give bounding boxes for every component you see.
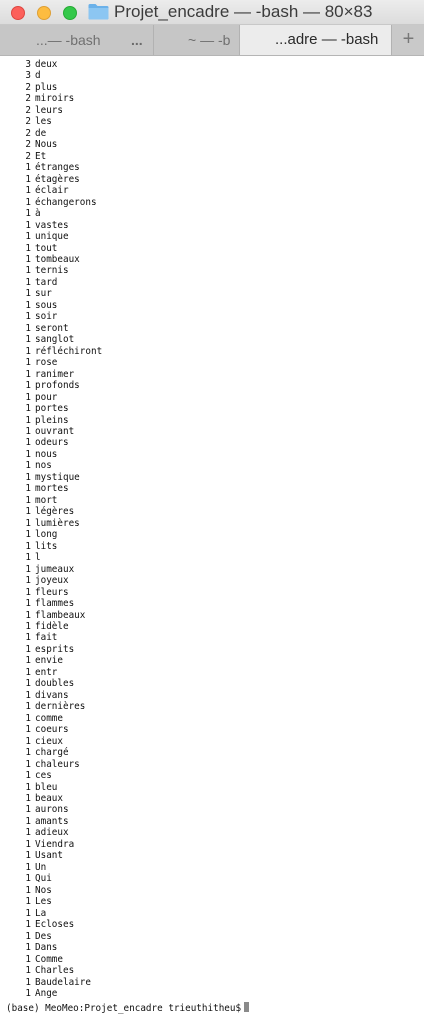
word-count: 1 xyxy=(25,403,31,415)
word: long xyxy=(35,529,58,541)
output-line xyxy=(6,265,102,276)
word: vastes xyxy=(35,219,69,231)
output-line xyxy=(6,208,102,219)
output-line xyxy=(6,415,102,426)
output-line xyxy=(6,449,102,460)
word: Dans xyxy=(35,942,58,954)
output-line xyxy=(6,690,102,701)
word-count: 1 xyxy=(25,620,31,632)
word: fait xyxy=(35,632,58,644)
tab-label: ...— -bash xyxy=(36,32,101,48)
word-count: 1 xyxy=(25,712,31,724)
output-line xyxy=(6,277,102,288)
output-line xyxy=(6,139,102,150)
close-window-button[interactable] xyxy=(11,6,25,20)
word-count: 1 xyxy=(25,701,31,713)
output-line xyxy=(6,70,102,81)
word-count: 1 xyxy=(25,563,31,575)
word-count: 1 xyxy=(25,919,31,931)
output-line xyxy=(6,564,102,575)
tab-label: ~ — -b xyxy=(188,32,231,48)
word-count: 1 xyxy=(25,380,31,392)
word: dernières xyxy=(35,701,86,713)
output-line xyxy=(6,804,102,815)
word: fidèle xyxy=(35,620,69,632)
word-count: 1 xyxy=(25,288,31,300)
output-line xyxy=(6,380,102,391)
word-count: 1 xyxy=(25,850,31,862)
output-line xyxy=(6,483,102,494)
word: Un xyxy=(35,861,47,873)
word: divans xyxy=(35,689,69,701)
word-count: 2 xyxy=(25,81,31,93)
word: sur xyxy=(35,288,52,300)
output-line xyxy=(6,965,102,976)
word: ces xyxy=(35,770,52,782)
word-count: 1 xyxy=(25,827,31,839)
word-count: 1 xyxy=(25,770,31,782)
output-line xyxy=(6,873,102,884)
word-count: 1 xyxy=(25,242,31,254)
output-line xyxy=(6,357,102,368)
output-line xyxy=(6,587,102,598)
word: étranges xyxy=(35,162,80,174)
output-line xyxy=(6,369,102,380)
terminal-output[interactable] xyxy=(0,56,424,1022)
output-line xyxy=(6,850,102,861)
word: adieux xyxy=(35,827,69,839)
word-count: 1 xyxy=(25,483,31,495)
word: nous xyxy=(35,448,58,460)
word: mortes xyxy=(35,483,69,495)
word: pour xyxy=(35,391,58,403)
word-count: 1 xyxy=(25,448,31,460)
output-line xyxy=(6,506,102,517)
word-count: 1 xyxy=(25,873,31,885)
word-count: 1 xyxy=(25,838,31,850)
output-line xyxy=(6,839,102,850)
output-line xyxy=(6,770,102,781)
word: coeurs xyxy=(35,724,69,736)
tab-home-bash[interactable] xyxy=(154,25,240,55)
word: doubles xyxy=(35,678,75,690)
word-count: 1 xyxy=(25,357,31,369)
word: Ecloses xyxy=(35,919,75,931)
output-line xyxy=(6,426,102,437)
word-count: 1 xyxy=(25,517,31,529)
output-line xyxy=(6,288,102,299)
tab-overflow-indicator: ... xyxy=(131,32,143,48)
word-count: 1 xyxy=(25,976,31,988)
word: les xyxy=(35,116,52,128)
output-line xyxy=(6,736,102,747)
word: de xyxy=(35,127,47,139)
word-count: 1 xyxy=(25,322,31,334)
word: Qui xyxy=(35,873,52,885)
word: esprits xyxy=(35,643,75,655)
output-line xyxy=(6,632,102,643)
word-count: 1 xyxy=(25,884,31,896)
word-count: 2 xyxy=(25,104,31,116)
output-line xyxy=(6,644,102,655)
word: bleu xyxy=(35,781,58,793)
word-count: 1 xyxy=(25,930,31,942)
word: envie xyxy=(35,655,63,667)
word: étagères xyxy=(35,173,80,185)
output-line xyxy=(6,197,102,208)
word: odeurs xyxy=(35,437,69,449)
word-count: 1 xyxy=(25,942,31,954)
word: Des xyxy=(35,930,52,942)
output-line xyxy=(6,82,102,93)
word-count: 1 xyxy=(25,793,31,804)
output-line xyxy=(6,942,102,953)
word-count: 2 xyxy=(25,139,31,151)
word: légères xyxy=(35,506,75,518)
word-count: 1 xyxy=(25,781,31,793)
output-line xyxy=(6,954,102,965)
word-count: 1 xyxy=(25,815,31,827)
word-count: 1 xyxy=(25,643,31,655)
word-count: 1 xyxy=(25,460,31,472)
output-line xyxy=(6,541,102,552)
word: d xyxy=(35,70,41,82)
word-count: 1 xyxy=(25,678,31,690)
output-line xyxy=(6,162,102,173)
word: unique xyxy=(35,231,69,243)
output-line xyxy=(6,472,102,483)
output-line xyxy=(6,116,102,127)
word-count: 1 xyxy=(25,253,31,265)
word: Et xyxy=(35,150,47,162)
word-count: 1 xyxy=(25,299,31,311)
word-count: 1 xyxy=(25,265,31,277)
output-line xyxy=(6,896,102,907)
output-line xyxy=(6,552,102,563)
output-line xyxy=(6,782,102,793)
title-bar[interactable] xyxy=(0,0,424,25)
word: seront xyxy=(35,322,69,334)
word: miroirs xyxy=(35,93,75,105)
output-line xyxy=(6,713,102,724)
word: Baudelaire xyxy=(35,976,91,988)
word-count: 1 xyxy=(25,506,31,518)
output-line xyxy=(6,529,102,540)
word: sous xyxy=(35,299,58,311)
word-count: 1 xyxy=(25,231,31,243)
word: échangerons xyxy=(35,196,97,208)
word: mort xyxy=(35,494,58,506)
minimize-window-button[interactable] xyxy=(37,6,51,20)
tab-bar xyxy=(0,25,424,56)
word-count: 1 xyxy=(25,368,31,380)
output-line xyxy=(6,575,102,586)
word-count: 1 xyxy=(25,666,31,678)
output-line xyxy=(6,747,102,758)
text-cursor xyxy=(244,1002,249,1012)
word: Nous xyxy=(35,139,58,151)
output-line xyxy=(6,610,102,621)
word-count: 1 xyxy=(25,185,31,197)
new-tab-button[interactable]: + xyxy=(393,25,424,55)
word-count: 1 xyxy=(25,540,31,552)
output-line xyxy=(6,346,102,357)
word-count: 1 xyxy=(25,208,31,220)
word-count: 1 xyxy=(25,598,31,610)
word: Les xyxy=(35,896,52,908)
output-line xyxy=(6,460,102,471)
output-line xyxy=(6,759,102,770)
output-line xyxy=(6,518,102,529)
word: comme xyxy=(35,712,63,724)
output-line xyxy=(6,598,102,609)
word-count: 1 xyxy=(25,196,31,208)
word-count: 2 xyxy=(25,116,31,128)
word: mystique xyxy=(35,471,80,483)
output-line xyxy=(6,334,102,345)
word-count: 2 xyxy=(25,150,31,162)
output-line xyxy=(6,988,102,999)
word: Usant xyxy=(35,850,63,862)
word: lits xyxy=(35,540,58,552)
word: chargé xyxy=(35,747,69,759)
word-count: 1 xyxy=(25,987,31,999)
word: Nos xyxy=(35,884,52,896)
word-count: 1 xyxy=(25,494,31,506)
output-line xyxy=(6,185,102,196)
output-line xyxy=(6,977,102,988)
word-count: 1 xyxy=(25,311,31,323)
output-line xyxy=(6,128,102,139)
output-line xyxy=(6,793,102,804)
word-count: 1 xyxy=(25,334,31,346)
word-count: 1 xyxy=(25,437,31,449)
word-count: 2 xyxy=(25,127,31,139)
word: amants xyxy=(35,815,69,827)
output-line xyxy=(6,724,102,735)
word: portes xyxy=(35,403,69,415)
output-line xyxy=(6,621,102,632)
word: pleins xyxy=(35,414,69,426)
word-count: 1 xyxy=(25,414,31,426)
word: flambeaux xyxy=(35,609,86,621)
word-count: 1 xyxy=(25,173,31,185)
word: à xyxy=(35,208,41,220)
word: Viendra xyxy=(35,838,75,850)
word-count: 1 xyxy=(25,689,31,701)
tab-label: ...adre — -bash xyxy=(275,31,379,48)
word: sanglot xyxy=(35,334,75,346)
word-count: 1 xyxy=(25,735,31,747)
word: Ange xyxy=(35,987,58,999)
word-count: 1 xyxy=(25,552,31,564)
word: aurons xyxy=(35,804,69,816)
word: nos xyxy=(35,460,52,472)
word: fleurs xyxy=(35,586,69,598)
output-line xyxy=(6,93,102,104)
word-count: 1 xyxy=(25,724,31,736)
word: ranimer xyxy=(35,368,75,380)
word: réfléchiront xyxy=(35,345,103,357)
word: beaux xyxy=(35,793,63,804)
shell-prompt: (base) MeoMeo:Projet_encadre trieuthitheu$ xyxy=(6,1003,242,1014)
output-line xyxy=(6,220,102,231)
output-line xyxy=(6,243,102,254)
tab-projet-encadre-active[interactable] xyxy=(240,25,392,55)
word: Charles xyxy=(35,965,75,977)
output-line xyxy=(6,862,102,873)
output-line xyxy=(6,300,102,311)
word: plus xyxy=(35,81,58,93)
word: chaleurs xyxy=(35,758,80,770)
word-count: 1 xyxy=(25,276,31,288)
output-line xyxy=(6,151,102,162)
word-count: 1 xyxy=(25,609,31,621)
word: La xyxy=(35,907,47,919)
word-count: 1 xyxy=(25,804,31,816)
word-count: 3 xyxy=(25,59,31,70)
word: ouvrant xyxy=(35,426,75,437)
output-line xyxy=(6,323,102,334)
word-count: 1 xyxy=(25,529,31,541)
word-count: 1 xyxy=(25,632,31,644)
output-line xyxy=(6,403,102,414)
output-line xyxy=(6,655,102,666)
word: joyeux xyxy=(35,575,69,587)
word-count: 1 xyxy=(25,426,31,437)
word: tombeaux xyxy=(35,253,80,265)
word: tard xyxy=(35,276,58,288)
word: rose xyxy=(35,357,58,369)
window-title: Projet_encadre — -bash — 80×83 xyxy=(114,2,373,21)
word: cieux xyxy=(35,735,63,747)
output-line xyxy=(6,701,102,712)
output-line xyxy=(6,231,102,242)
word-count: 1 xyxy=(25,747,31,759)
word-count: 1 xyxy=(25,758,31,770)
output-line xyxy=(6,59,102,70)
output-line xyxy=(6,885,102,896)
output-line xyxy=(6,311,102,322)
output-line xyxy=(6,816,102,827)
output-line xyxy=(6,174,102,185)
output-line xyxy=(6,105,102,116)
word-count: 3 xyxy=(25,70,31,82)
word: flammes xyxy=(35,598,75,610)
word: éclair xyxy=(35,185,69,197)
word: lumières xyxy=(35,517,80,529)
word: soir xyxy=(35,311,58,323)
output-line xyxy=(6,678,102,689)
word: l xyxy=(35,552,41,564)
word: jumeaux xyxy=(35,563,75,575)
word: ternis xyxy=(35,265,69,277)
word: deux xyxy=(35,59,58,70)
output-line xyxy=(6,667,102,678)
word-count: 1 xyxy=(25,586,31,598)
word: profonds xyxy=(35,380,80,392)
word-count: 1 xyxy=(25,219,31,231)
word-count: 1 xyxy=(25,953,31,965)
word-count: 2 xyxy=(25,93,31,105)
output-line xyxy=(6,437,102,448)
output-line xyxy=(6,827,102,838)
word-count: 1 xyxy=(25,907,31,919)
shell-prompt-line[interactable] xyxy=(6,1002,249,1014)
word-count: 1 xyxy=(25,471,31,483)
output-lines xyxy=(6,59,102,999)
output-line xyxy=(6,908,102,919)
word-count: 1 xyxy=(25,345,31,357)
word-count: 1 xyxy=(25,896,31,908)
word: Comme xyxy=(35,953,63,965)
tab-bash-1[interactable] xyxy=(0,25,154,55)
word: tout xyxy=(35,242,58,254)
output-line xyxy=(6,254,102,265)
word-count: 1 xyxy=(25,965,31,977)
word-count: 1 xyxy=(25,861,31,873)
output-line xyxy=(6,919,102,930)
output-line xyxy=(6,392,102,403)
output-line xyxy=(6,931,102,942)
word-count: 1 xyxy=(25,162,31,174)
zoom-window-button[interactable] xyxy=(63,6,77,20)
word: leurs xyxy=(35,104,63,116)
word-count: 1 xyxy=(25,655,31,667)
folder-icon xyxy=(88,3,109,20)
word-count: 1 xyxy=(25,391,31,403)
word-count: 1 xyxy=(25,575,31,587)
word: entr xyxy=(35,666,58,678)
output-line xyxy=(6,495,102,506)
